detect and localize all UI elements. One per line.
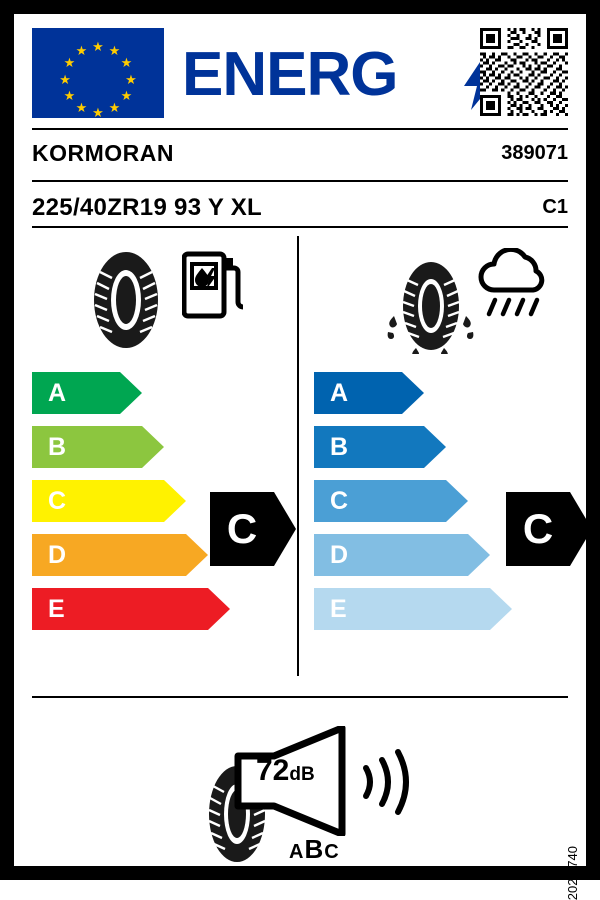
tyre-class: C1 <box>542 196 568 218</box>
noise-class-b-selected: B <box>304 834 325 864</box>
wetgrip-grade-scale <box>314 372 512 642</box>
fuel-grade-letter-a: A <box>48 379 67 407</box>
grade-row <box>314 372 512 414</box>
grade-row <box>32 534 230 576</box>
fuel-grade-letter-b: B <box>48 433 67 461</box>
grade-row <box>32 480 230 522</box>
energy-title: ENERG <box>182 40 398 109</box>
divider-size <box>32 226 568 228</box>
tyre-icon <box>76 250 176 350</box>
regulation-code: 2020/740 <box>565 846 580 900</box>
fuel-grade-scale <box>32 372 230 642</box>
noise-unit: dB <box>289 764 315 785</box>
eu-flag-icon: ★ ★ ★ ★ ★ ★ ★ ★ ★ ★ ★ ★ <box>32 28 164 118</box>
article-code: 389071 <box>501 142 568 164</box>
fuel-grade-letter-d: D <box>48 541 67 569</box>
grade-row <box>314 588 512 630</box>
column-divider <box>297 236 299 676</box>
grade-row <box>32 588 230 630</box>
wetgrip-result-badge <box>506 492 592 566</box>
qr-code-icon <box>480 28 568 116</box>
rain-cloud-icon <box>476 248 550 326</box>
wetgrip-grade-letter-c: C <box>330 487 349 515</box>
noise-class-a: A <box>289 841 305 863</box>
noise-class-scale <box>289 834 340 865</box>
noise-section <box>194 714 444 864</box>
wetgrip-result-letter: C <box>522 505 554 552</box>
label-inner <box>14 14 586 900</box>
grade-row <box>32 372 230 414</box>
fuel-pump-icon <box>182 248 246 320</box>
wetgrip-grade-letter-a: A <box>330 379 349 407</box>
tyre-size: 225/40ZR19 93 Y XL <box>32 194 263 221</box>
fuel-result-letter: C <box>226 505 258 552</box>
divider-brand <box>32 180 568 182</box>
wetgrip-grade-letter-b: B <box>330 433 349 461</box>
noise-value: 72 <box>256 754 290 787</box>
grade-row <box>314 426 512 468</box>
fuel-result-badge <box>210 492 296 566</box>
fuel-grade-letter-c: C <box>48 487 67 515</box>
noise-value-group <box>256 754 315 788</box>
wetgrip-grade-letter-e: E <box>330 595 347 623</box>
tyre-splash-icon <box>386 258 476 354</box>
grade-row <box>314 534 512 576</box>
label-header <box>32 28 568 128</box>
sound-waves-icon <box>360 746 414 818</box>
brand-name: KORMORAN <box>32 140 174 166</box>
fuel-grade-letter-e: E <box>48 595 65 623</box>
divider-header <box>32 128 568 130</box>
grade-row <box>32 426 230 468</box>
divider-noise <box>32 696 568 698</box>
noise-class-c: C <box>324 841 340 863</box>
wetgrip-grade-letter-d: D <box>330 541 349 569</box>
grade-row <box>314 480 512 522</box>
